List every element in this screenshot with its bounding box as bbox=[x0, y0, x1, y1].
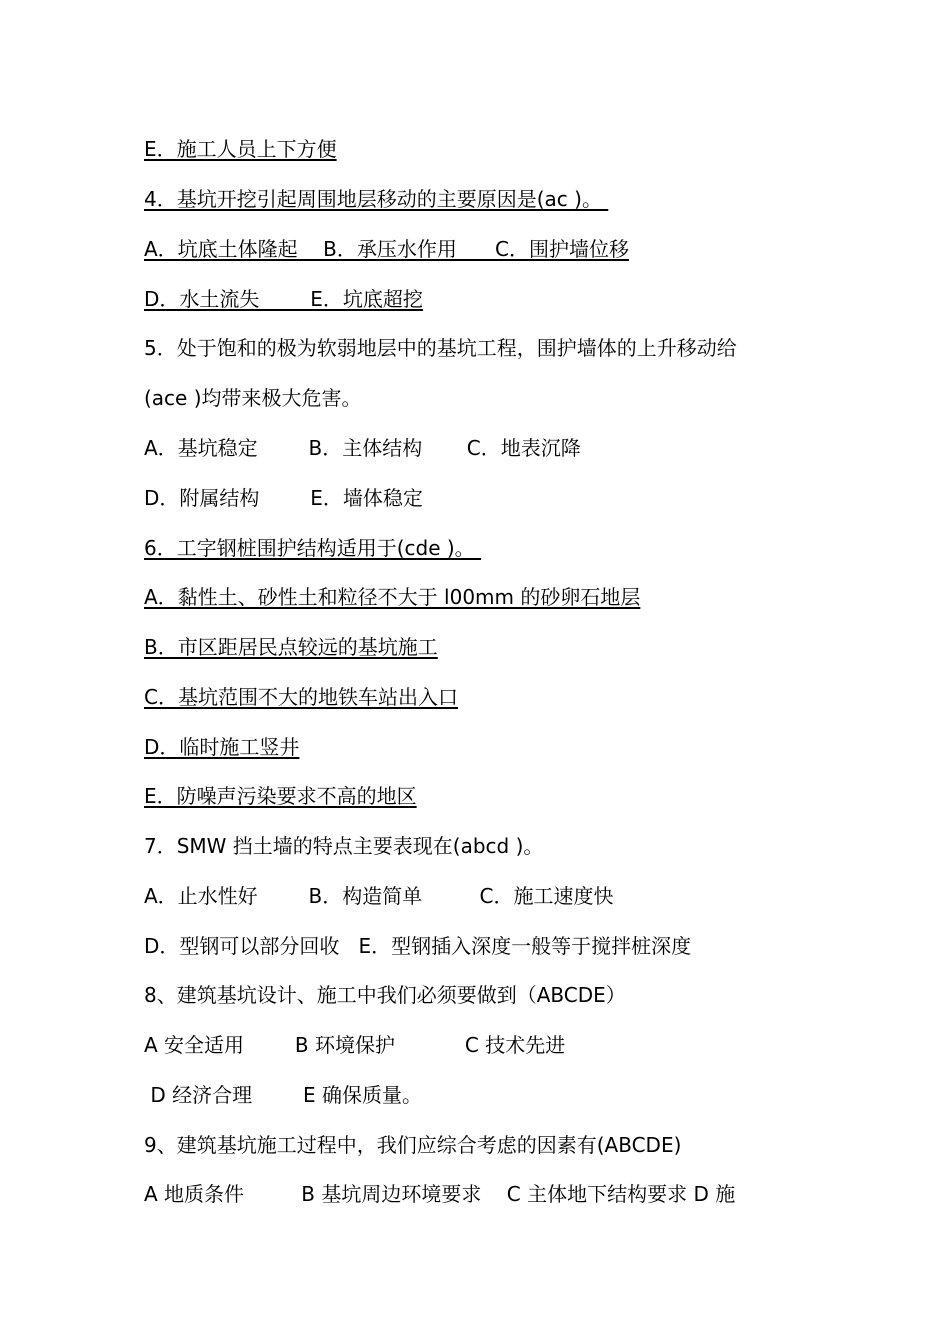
text-line: 7．SMW 挡土墙的特点主要表现在(abcd )。 bbox=[144, 834, 544, 858]
text-line: D．附属结构 E．墙体稳定 bbox=[144, 486, 423, 510]
text-line: D 经济合理 E 确保质量。 bbox=[144, 1083, 422, 1107]
text-line: A．坑底土体隆起 B．承压水作用 C．围护墙位移 bbox=[144, 237, 629, 261]
text-line: B．市区距居民点较远的基坑施工 bbox=[144, 635, 438, 659]
text-line: D．水土流失 E．坑底超挖 bbox=[144, 287, 423, 311]
text-line: 9、建筑基坑施工过程中，我们应综合考虑的因素有(ABCDE) bbox=[144, 1133, 682, 1157]
text-line: A．止水性好 B．构造简单 C．施工速度快 bbox=[144, 884, 614, 908]
text-line: (ace )均带来极大危害。 bbox=[144, 386, 362, 410]
text-line: 5．处于饱和的极为软弱地层中的基坑工程，围护墙体的上升移动给 bbox=[144, 336, 737, 360]
text-line: D．临时施工竖井 bbox=[144, 735, 300, 759]
text-line: A 地质条件 B 基坑周边环境要求 C 主体地下结构要求 D 施 bbox=[144, 1182, 736, 1206]
text-line: 4．基坑开挖引起周围地层移动的主要原因是(ac )。 bbox=[144, 187, 609, 211]
text-line: E．施工人员上下方便 bbox=[144, 137, 337, 161]
text-line: D．型钢可以部分回收 E．型钢插入深度一般等于搅拌桩深度 bbox=[144, 934, 692, 958]
text-line: A 安全适用 B 环境保护 C 技术先进 bbox=[144, 1033, 566, 1057]
text-line: E．防噪声污染要求不高的地区 bbox=[144, 784, 417, 808]
text-line: A．基坑稳定 B．主体结构 C．地表沉降 bbox=[144, 436, 581, 460]
text-line: 6．工字钢桩围护结构适用于(cde )。 bbox=[144, 536, 482, 560]
text-line: C．基坑范围不大的地铁车站出入口 bbox=[144, 685, 458, 709]
text-line: A．黏性土、砂性土和粒径不大于 l00mm 的砂卵石地层 bbox=[144, 585, 641, 609]
text-line: 8、建筑基坑设计、施工中我们必须要做到（ABCDE） bbox=[144, 983, 626, 1007]
